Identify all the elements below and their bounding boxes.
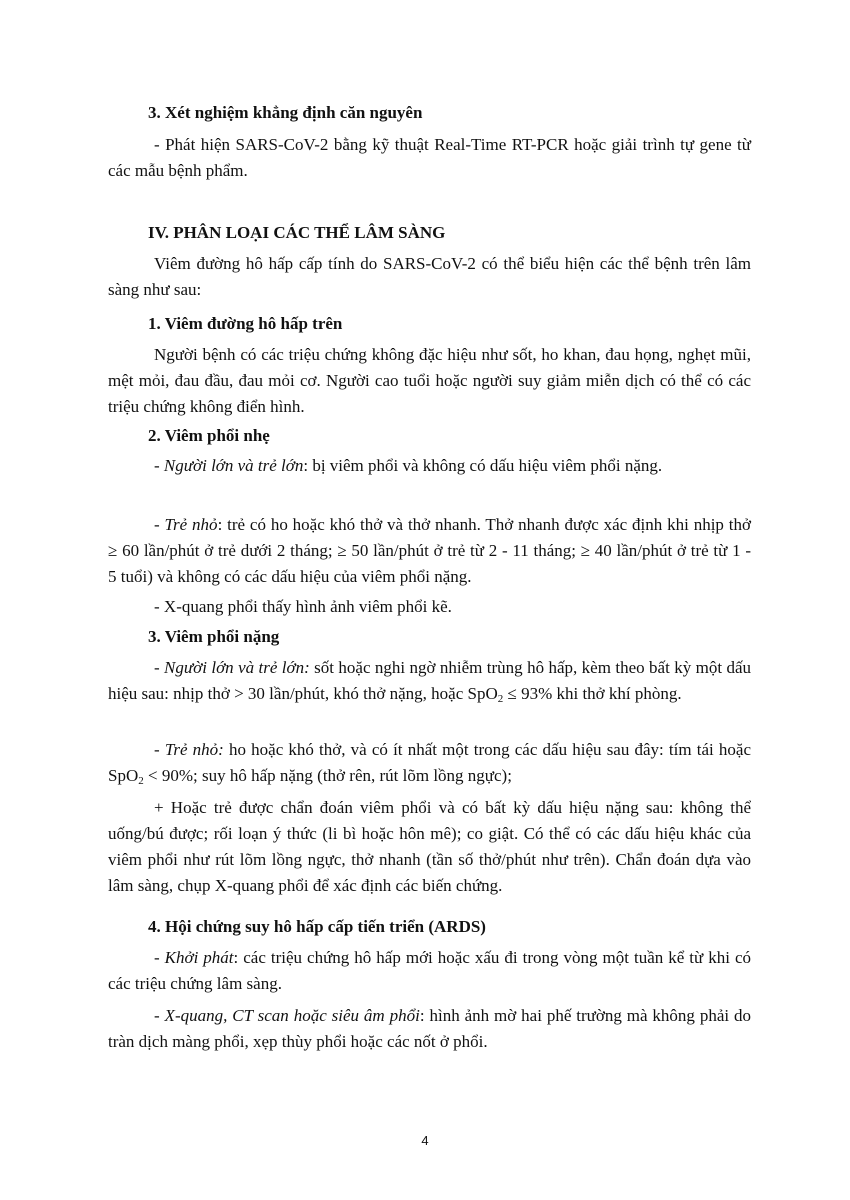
text-severe-adults-a: sốt hoặc nghi ngờ nhiễm trùng hô hấp, kèm theo bất kỳ một dấu hiệu sau: nhịp thở > 30 lần/phút, khó thở nặng, hoặc SpO [108,658,751,703]
paragraph-pcr-detection: - Phát hiện SARS-CoV-2 bằng kỹ thuật Real-Time RT-PCR hoặc giải trình tự gene từ các mẫu bệnh phẩm. [108,135,751,180]
text-ards-imaging: : hình ảnh mờ hai phế trường mà không phải do tràn dịch màng phổi, xẹp thùy phổi hoặc các nốt ở phổi. [108,1006,751,1051]
text-mild-young-children: : trẻ có ho hoặc khó thở và thở nhanh. Thở nhanh được xác định khi nhịp thở ≥ 60 lần/phút ở trẻ dưới 2 tháng; ≥ 50 lần/phút ở trẻ từ 2 - 11 tháng; ≥ 40 lần/phút ở trẻ từ 1 - 5 tuổi) và không có các dấu hiệu của viêm phổi nặng. [108,515,752,586]
paragraph-upper-respiratory-symptoms: Người bệnh có các triệu chứng không đặc hiệu như sốt, ho khan, đau họng, nghẹt mũi, mệt mỏi, đau đầu, đau mỏi cơ. Người cao tuổi hoặc người suy giảm miễn dịch có thể có các triệu chứng không điển hình. [108,345,751,416]
label-young-children: - Trẻ nhỏ: [154,740,224,759]
paragraph-mild-adults [108,453,751,479]
paragraph-severe-young-children [108,737,751,789]
chapter-heading-clinical-classification: IV. PHÂN LOẠI CÁC THỂ LÂM SÀNG [148,223,446,242]
label-adults-older-children: - Người lớn và trẻ lớn [154,456,304,475]
label-adults-older-children: - Người lớn và trẻ lớn: [154,658,310,677]
paragraph-mild-xray: - X-quang phổi thấy hình ảnh viêm phổi kẽ. [154,597,452,616]
section-heading-confirmatory-test: 3. Xét nghiệm khẳng định căn nguyên [148,103,423,122]
text-severe-adults-b: ≤ 93% khi thở khí phòng. [503,684,682,703]
paragraph-classification-intro: Viêm đường hô hấp cấp tính do SARS-CoV-2 có thể biểu hiện các thể bệnh trên lâm sàng như sau: [108,254,751,299]
page-number: 4 [421,1133,429,1148]
label-imaging: - X-quang, CT scan hoặc siêu âm phổi [154,1006,420,1025]
label-young-children: - Trẻ nhỏ [154,515,218,534]
section-heading-mild-pneumonia: 2. Viêm phổi nhẹ [148,426,270,445]
paragraph-severe-additional-signs: + Hoặc trẻ được chẩn đoán viêm phổi và có bất kỳ dấu hiệu nặng sau: không thể uống/bú được; rối loạn ý thức (li bì hoặc hôn mê); co giật. Có thể có các dấu hiệu khác của viêm phổi như rút lõm lồng ngực, thở nhanh (tần số thở/phút như trên). Chẩn đoán dựa vào lâm sàng, chụp X-quang phổi để xác định các biến chứng. [108,798,751,895]
text-ards-onset: : các triệu chứng hô hấp mới hoặc xấu đi trong vòng một tuần kể từ khi có các triệu chứng lâm sàng. [108,948,751,993]
paragraph-ards-onset [108,945,751,997]
text-severe-children-a: ho hoặc khó thở, và có ít nhất một trong các dấu hiệu sau đây: tím tái hoặc SpO [108,740,752,785]
section-heading-upper-respiratory: 1. Viêm đường hô hấp trên [148,314,343,333]
subscript-2: 2 [497,693,504,705]
section-heading-severe-pneumonia: 3. Viêm phổi nặng [148,627,280,646]
subscript-2: 2 [138,775,144,787]
section-heading-ards: 4. Hội chứng suy hô hấp cấp tiến triển (ARDS) [148,917,486,936]
text-mild-adults: : bị viêm phổi và không có dấu hiệu viêm phổi nặng. [303,456,663,475]
paragraph-severe-adults [108,655,751,707]
label-onset: - Khởi phát [154,948,234,967]
text-severe-children-b: < 90%; suy hô hấp nặng (thở rên, rút lõm lồng ngực); [143,766,512,785]
paragraph-ards-imaging [108,1003,751,1055]
paragraph-mild-young-children [108,512,751,590]
